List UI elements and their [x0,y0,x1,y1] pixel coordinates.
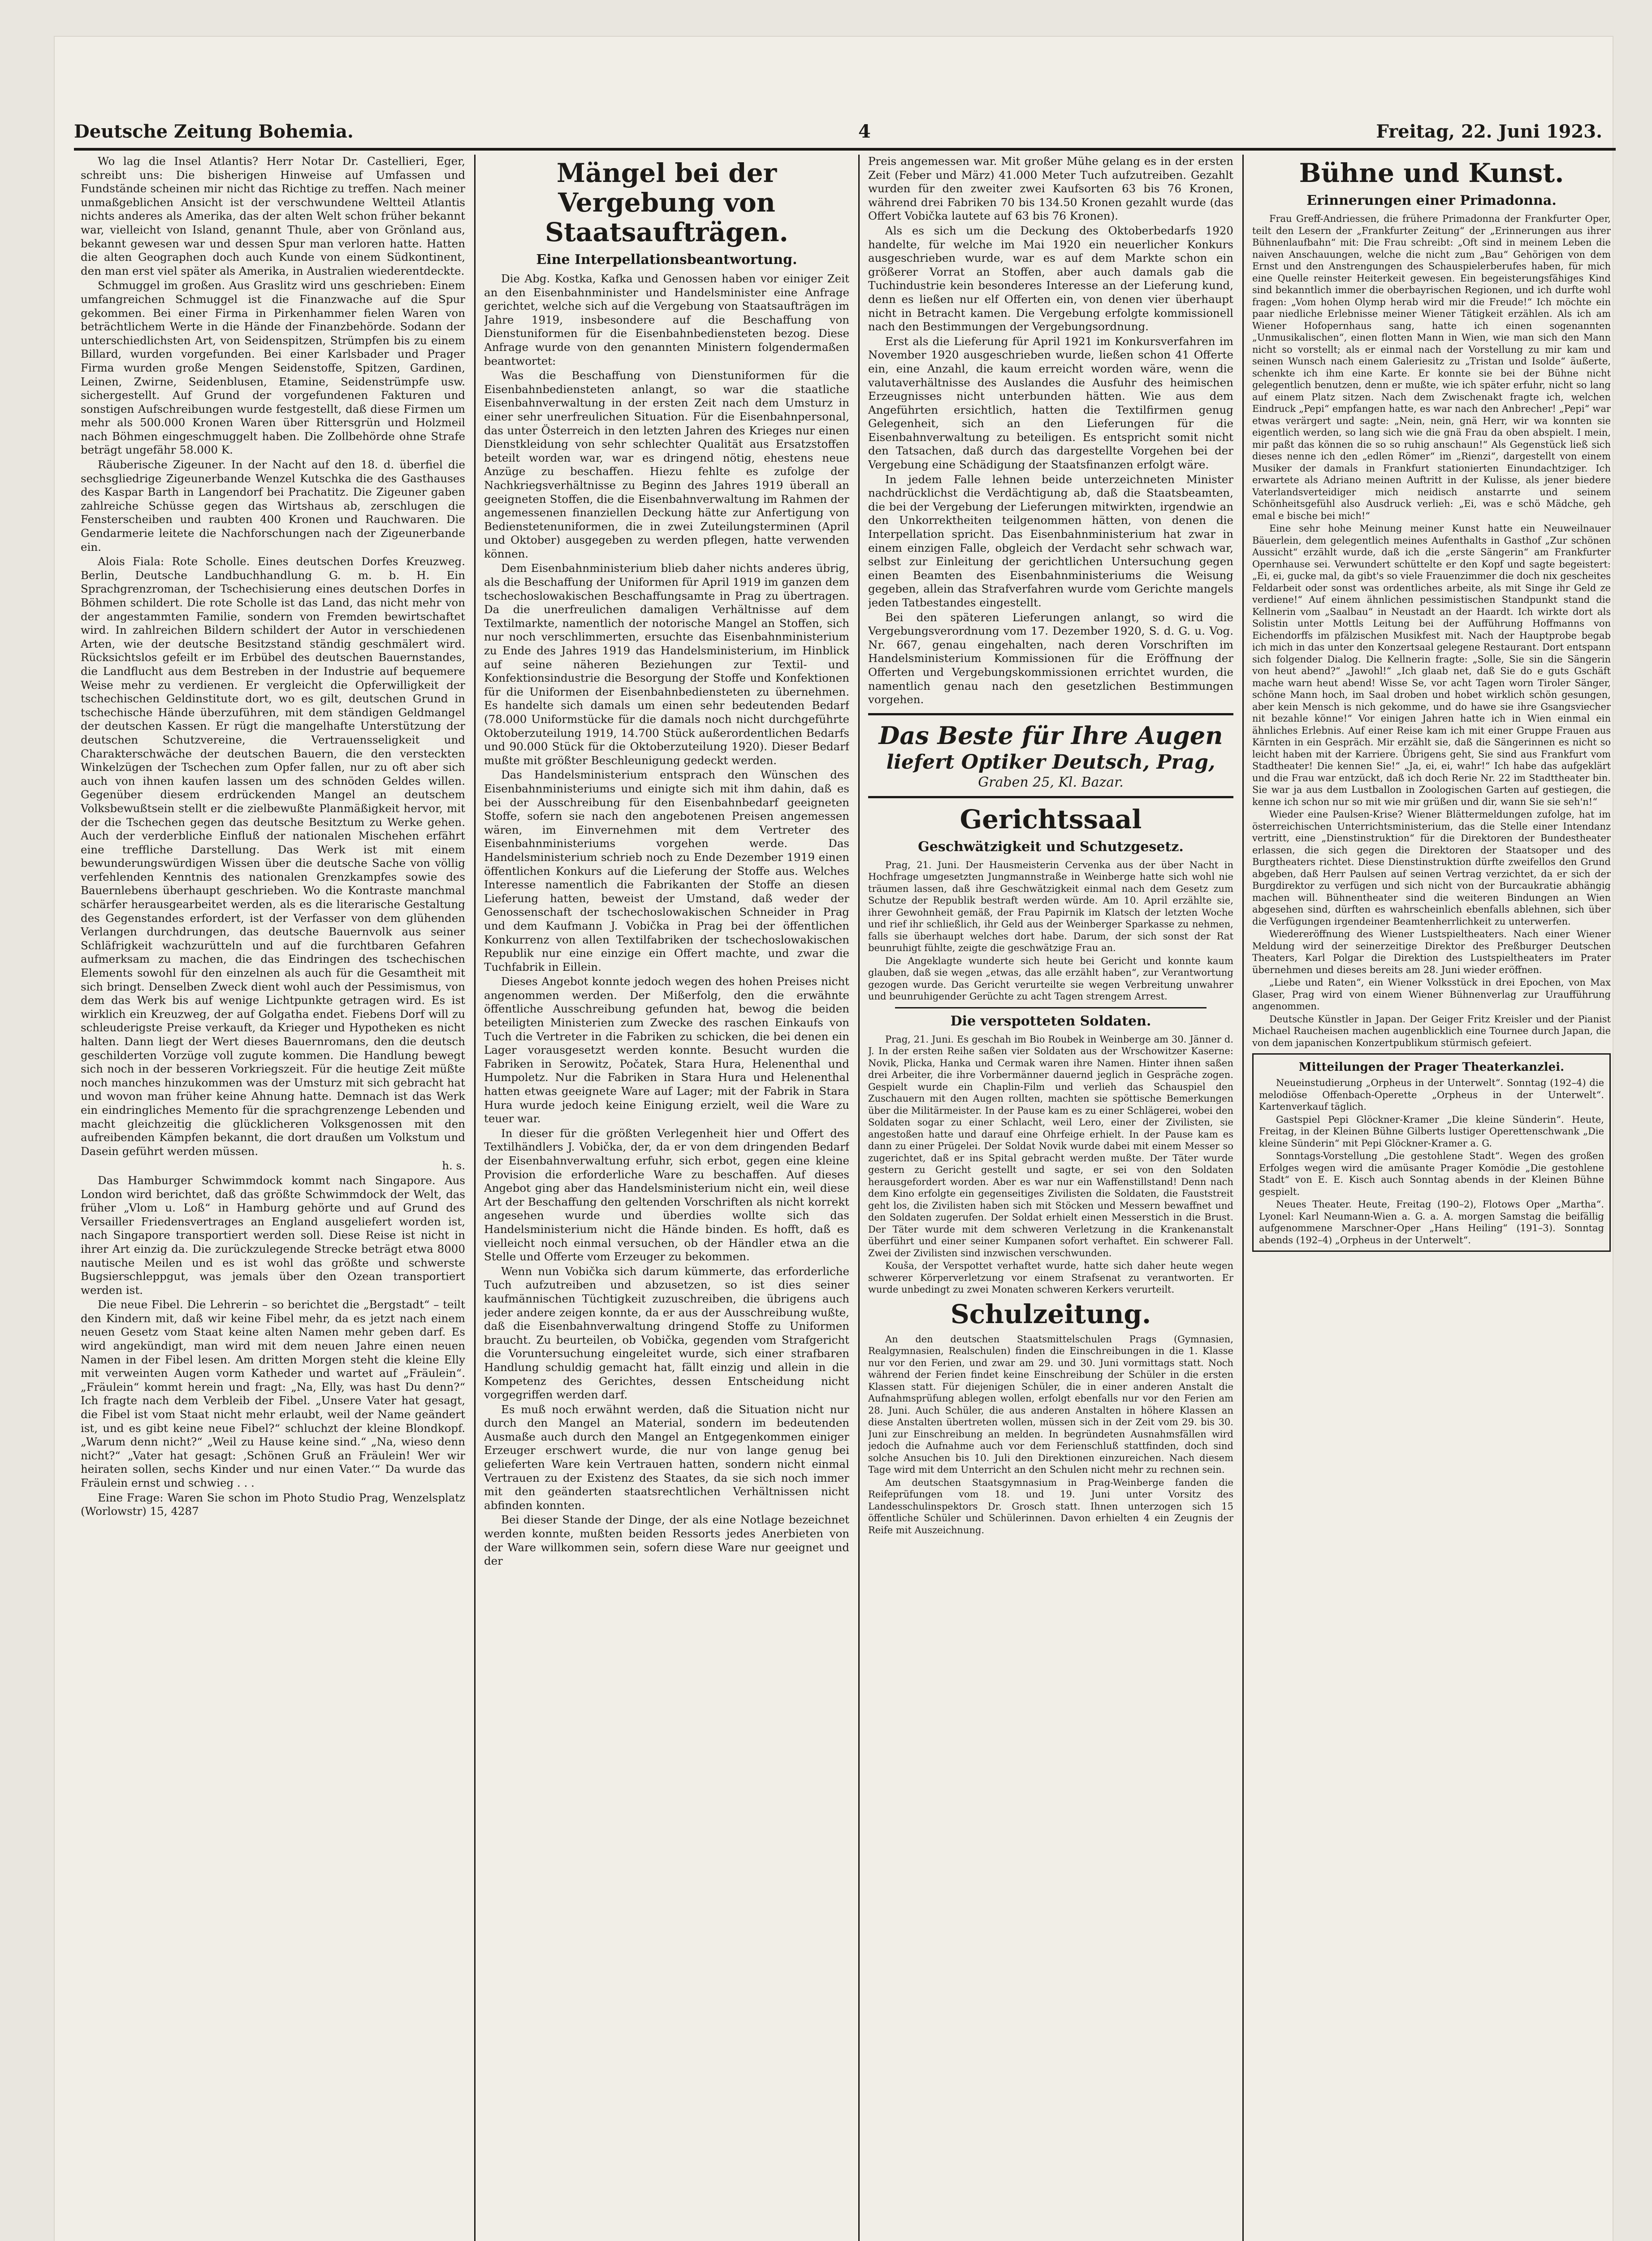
paragraph: Am deutschen Staatsgymnasium in Prag-Weinberge fanden die Reifeprüfungen vom 18. und 19. Juni unter Vorsitz des Landesschulinspektors Dr. Grosch statt. Ihnen unterzogen sich 15 öffentliche Schüler und Schülerinnen. Davon erhielten 4 ein Zeugnis der Reife mit Auszeichnung. [868,1477,1233,1536]
paragraph: Prag, 21. Juni. Der Hausmeisterin Cervenka aus der über Nacht in Hochfrage umgesetzten Jungmannstraße in Weinberge hatte sich wohl nie träumen lassen, daß ihre Geschwätzigkeit einmal nach dem Gesetz zum Schutze der Republik bestraft werden würde. Am 10. April erzählte sie, ihrer Gewohnheit gemäß, der Frau Papirnik im Klatsch der letzten Woche und rief ihr schließlich, ihr Geld aus der Weinberger Sparkasse zu nehmen, falls sie überhaupt welches dort habe. Darum, der sich sonst der Rat beunruhigt fühlte, zeigte die geschwätzige Frau an. [868,859,1233,954]
article-neue-fibel: Die neue Fibel. Die Lehrerin – so berichtet die „Bergstadt“ – teilt den Kindern mit, daß wir keine Fibel mehr, da es jetzt nach einem neuen Gesetz vom Staat keine alten Namen mehr geben darf. Es wird angekündigt, man wird mit dem neuen Jahre einen neuen Namen in der Fibel lesen. Am dritten Morgen steht die kleine Elly mit verweinten Augen vorm Katheder und wartet auf „Fräulein“. „Fräulein“ kommt herein und fragt: „Na, Elly, was hast Du denn?“ Ich fragte nach dem Verbleib der Fibel. „Unsere Vater hat gesagt, die Fibel ist vom Staat nicht mehr erlaubt, weil der Name geändert ist, und es gibt keine neue Fibel?“ schluchzt der kleine Blondkopf. „Warum denn nicht?“ „Weil zu Hause keine sind.“ „Na, wieso denn nicht?“ „Vater hat gesagt: ‚Schönen Gruß an Fräulein! Wer wir heiraten sollen, sechs Kinder und nur einen Vater.‘“ Da wurde das Fräulein ernst und schwieg . . . [81,1298,465,1489]
paragraph: Eine sehr hohe Meinung meiner Kunst hatte ein Neuweilnauer Bäuerlein, dem gelegentlich meines Aufenthalts in Gasthof „Zur schönen Aussicht“ erzählt wurde, daß ich die „erste Sängerin“ am Frankfurter Opernhause sei. Verwundert schüttelte er den Kopf und sagte begeistert: „Ei, ei, gucke mal, da gibt's so viele Frauenzimmer die doch nix gescheites Feldarbeit oder sonst was ordentliches arbeite, als mit Singe ihr Geld ze verdiene!“ Auf einem ähnlichen pessimistischen Standpunkt stand die Kellnerin vom „Saalbau“ in Neustadt an der Haardt. Ich wirkte dort als Solistin unter Mottls Leitung bei der Aufführung Hoffmanns von Eichendorffs im pfälzischen Musikfest mit. Nach der Hauptprobe begab ich mich in das unter den Konzertsaal gelegene Restaurant. Dort entspann sich folgender Dialog. Die Kellnerin fragte: „Solle, Sie sin die Sängerin von heut abend?“ „Jawohl!“ „Ich glaab net, daß Sie do e guts Gschäft mache warn heut abend! Wisse Se, vor acht Tagen worn Tiroler Sänger, schöne Mann hoch, im Saal droben und hobet wirklich schön gesungen, aber kein Mensch is nich gekomme, und do hawe sie ihre Gsangsviecher nit bezahle könne!“ Vor einigen Jahren hatte ich in Wien einmal ein ähnliches Erlebnis. Auf einer Reise kam ich mit einer Gruppe Frauen aus Kärnten in ein Gespräch. Mir erzählt sie, daß die Sängerinnen es nicht so leicht haben mit der Karriere. Übrigens geht, Sie sind aus Frankfurt vom Stadtheater! Die kennen Sie!“ „Ja, ei, ei, wahr!“ Ich habe das aufgeklärt und die Frau war entzückt, daß ich doch Rerie Nr. 22 im Stadttheater bin. Sie war ja aus dem Lustballon in Zoologischen Garten auf gestiegen, die kenne ich schon nur so mit wie mir grüßen und dir, wann Sie sie seh'n!“ [1252,523,1611,807]
article-schmuggel: Schmuggel im großen. Aus Graslitz wird uns geschrieben: Einem umfangreichen Schmuggel ist die Finanzwache auf die Spur gekommen. Bei einer Firma in Pirkenhammer fielen Waren von beträchtlichem Werte in die Hände der Finanzbehörde. Sodann der unterschiedlichsten Art, von Seidenspitzen, Strümpfen bis zu einem Billard, wurden vorgefunden. Bei einer Karlsbader und Prager Firma wurden große Mengen Seidenstoffe, Spitzen, Gardinen, Leinen, Zwirne, Seidenblusen, Etamine, Seidenstrümpfe usw. sichergestellt. Auf Grund der vorgefundenen Fakturen und sonstigen Aufschreibungen wurde festgestellt, daß diese Firmen um mehr als 500.000 Kronen Waren über Rittersgrün und Holzmeil nach Böhmen eingeschmuggelt haben. Die Zollbehörde ohne Strafe beträgt ungefähr 58.000 K. [81,279,465,457]
headline-maengel: Mängel bei der Vergebung von Staatsaufträgen. [545,158,788,247]
section-buehne-und-kunst: Bühne und Kunst. [1299,158,1564,188]
article-schwimmdock: Das Hamburger Schwimmdock kommt nach Singapore. Aus London wird berichtet, daß das größte Schwimmdock der Welt, das früher „Vlom u. Loß“ in Hamburg gehörte und auf Grund des Versailler Friedensvertrages an England ausgeliefert worden ist, nach Singapore transportiert werden soll. Diese Reise ist nicht in ihrer Art einzig da. Die zurückzulegende Strecke beträgt etwa 8000 nautische Meilen und es ist wohl das größte und schwerste Bugsierschleppgut, was jemals über den Ozean transportiert werden ist. [81,1173,465,1297]
paragraph: Neueinstudierung „Orpheus in der Unterwelt“. Sonntag (192–4) die melodiöse Offenbach-Operette „Orpheus in der Unterwelt“. Kartenverkauf täglich. [1259,1077,1604,1112]
paragraph: Bei dieser Stande der Dinge, der als eine Notlage bezeichnet werden konnte, mußten beiden Ressorts jedes Anerbieten von der Ware willkommen sein, sofern diese Ware nur geeignet und der [484,1513,849,1568]
column-3 [868,155,1233,2241]
column-rule [474,155,476,2241]
article-zigeuner: Räuberische Zigeuner. In der Nacht auf den 18. d. überfiel die sechsgliedrige Zigeunerbande Wenzel Kutschka die des Gasthauses des Kaspar Barth in Langendorf bei Prachatitz. Die Zigeuner gaben zahlreiche Schüsse gegen das Wirtshaus ab, zerschlugen die Fensterscheiben und raubten 400 Kronen und Rauchwaren. Die Gendarmerie leitete die Nachforschungen nach der Zigeunerbande ein. [81,458,465,554]
paragraph: Dieses Angebot konnte jedoch wegen des hohen Preises nicht angenommen werden. Der Mißerfolg, den die erwähnte öffentliche Ausschreibung gefunden hat, bewog die beiden beteiligten Ministerien zum Zwecke des raschen Einkaufs von Tuch die Vertreter in die Fabriken zu schicken, die bei denen ein Lager vorausgesetzt werden konnte. Besucht wurden die Fabriken in Serowitz, Počatek, Stara Hura, Helenenthal und Humpoletz. Nur die Fabriken in Stara Hura und Helenenthal hatten etwas geeignete Ware auf Lager; mit der Fabrik in Stara Hura wurde jedoch keine Einigung erzielt, weil die Ware zu teuer war. [484,975,849,1125]
paragraph: Neues Theater. Heute, Freitag (190–2), Flotows Oper „Martha“. Lyonel: Karl Neumann-Wien a. G. a. A. morgen Samstag die beifällig aufgenommene Marschner-Oper „Hans Heiling“ (191–3). Sonntag abends (192–4) „Orpheus in der Unterwelt“. [1259,1199,1604,1246]
column-4 [1252,155,1611,2241]
article-atlantis: Wo lag die Insel Atlantis? Herr Notar Dr. Castellieri, Eger, schreibt uns: Die bisherigen Hinweise auf Umfassen und Fundstände scheinen mir nicht das Richtige zu treffen. Nach meiner unmaßgeblichen Ansicht ist der verschwundene Weltteil Atlantis nichts anderes als Amerika, das der alten Welt schon früher bekannt war, vielleicht von Island, genannt Thule, aber von Grönland aus, bekannt gewesen war und dessen Spur man verloren hatte. Hatten die alten Geographen doch auch Kunde von einem Südkontinent, den man erst viel später als Amerika, in Australien wiederentdeckte. [81,155,465,277]
ad-headline: Das Beste für Ihre Augen [878,721,1223,750]
divider [895,1007,1207,1008]
paragraph: Wenn nun Vobička sich darum kümmerte, das erforderliche Tuch aufzutreiben und abzusetzen, so ist dies seiner kaufmännischen Tüchtigkeit zuzuschreiben, die übrigens auch jeder andere zeigen konnte, da er aus der Ausschreibung wußte, daß die Eisenbahnverwaltung dringend Stoffe zu Uniformen braucht. Zu beurteilen, ob Vobička, gegenden vom Strafgericht die Voruntersuchung eingeleitet wurde, sich einer strafbaren Handlung schuldig gemacht hat, fällt einzig und allein in die Kompetenz des Gerichtes, dessen Entscheidung nicht vorgegriffen werden darf. [484,1264,849,1402]
paragraph: Prag, 21. Juni. Es geschah im Bio Roubek in Weinberge am 30. Jänner d. J. In der ersten Reihe saßen vier Soldaten aus der Wrschowitzer Kaserne: Novik, Plicka, Hanka und Cermak waren ihre Namen. Hinter ihnen saßen drei Arbeiter, die ihre Vorbermänner dauernd jeglich in Gespräche zogen. Gespielt wurde ein Chaplin-Film und verlieh das Schauspiel den Zuschauern mit den Augen rollten, machten sie spöttische Bemerkungen über die Militärmeister. In der Pause kam es zu einer Schlägerei, wobei den Soldaten sogar zu einer Schlacht, weil Lero, einer der Zivilisten, sie angestoßen hatte und darauf eine Ohrfeige erhielt. In der Pause kam es dann zu einer Prügelei. Der Soldat Novik wurde dabei mit einem Messer so zugerichtet, daß er ins Spital gebracht werden mußte. Der Täter wurde gestern zu Gericht gestellt und sagte, er sei von den Soldaten herausgefordert worden. Aber es war nur ein Waffenstillstand! Denn nach dem Kino erfolgte ein gegenseitiges Zivilisten die Soldaten, die Fauststreit geht los, die Zivilisten haben sich mit Stöcken und Messern bewaffnet und den Soldaten zugerufen. Der Soldat erhielt einen Messerstich in die Brust. Der Täter wurde mit dem schweren Verletzung in die Krankenanstalt überführt und einer seiner Kumpanen sofort verhaftet. Ein schwerer Fall. Zwei der Zivilisten sind inzwischen verschwunden. [868,1034,1233,1259]
paragraph: Als es sich um die Deckung des Oktoberbedarfs 1920 handelte, für welche im Mai 1920 ein neuerlicher Konkurs ausgeschrieben wurde, war es auf dem Markte schon ein größerer Vorrat an Stoffen, aber auch damals gab die Tuchindustrie kein besonderes Interesse an der Lieferung kund, denn es ließen nur elf Offerten ein, von denen vier überhaupt nicht in Betracht kamen. Die Vergebung erfolgte kommissionell nach den Bestimmungen der Vergebungsordnung. [868,224,1233,333]
section-gerichtssaal: Gerichtssaal [960,804,1142,835]
ad-company: liefert Optiker Deutsch, Prag, [886,750,1215,774]
paragraph: Wiedereröffnung des Wiener Lustspieltheaters. Nach einer Wiener Meldung wird der seinerzeitige Direktor des Preßburger Deutschen Theaters, Karl Polgar die Direktion des Lustspieltheaters im Prater übernehmen und dieses bereits am 28. Juni wieder eröffnen. [1252,929,1611,975]
paragraph: Sonntags-Vorstellung „Die gestohlene Stadt“. Wegen des großen Erfolges wegen wird die amüsante Prager Komödie „Die gestohlene Stadt“ von E. E. Kisch auch Sonntag abends in der Kleinen Bühne gespielt. [1259,1151,1604,1197]
paragraph: „Liebe und Raten“, ein Wiener Volksstück in drei Epochen, von Max Glaser, Prag wird von einem Wiener Bühnenverlag zur Uraufführung angenommen. [1252,977,1611,1012]
subheadline-interpellation: Eine Interpellationsbeantwortung. [536,252,797,268]
paragraph: Bei den späteren Lieferungen anlangt, so wird die Vergebungsverordnung vom 17. Dezember 1920, S. d. G. u. Vog. Nr. 667, genau eingehalten, nach deren Vorschriften im Handelsministerium Kommissionen für die Eröffnung der Offerten und Vergebungskommissionen errichtet wurden, die namentlich genau nach den gesetzlichen Bestimmungen vorgehen. [868,610,1233,706]
paragraph: Deutsche Künstler in Japan. Der Geiger Fritz Kreisler und der Pianist Michael Raucheisen machen augenblicklich eine Tournee durch Japan, die von dem japanischen Konzertpublikum stürmisch gefeiert. [1252,1013,1611,1048]
column-rule [858,155,860,2241]
section-schulzeitung: Schulzeitung. [950,1298,1151,1329]
paragraph: An den deutschen Staatsmittelschulen Prags (Gymnasien, Realgymnasien, Realschulen) finden die Einschreibungen in die 1. Klasse nur vor den Ferien, und zwar am 29. und 30. Juni vormittags statt. Noch während der Ferien findet keine Einschreibung der Schüler in die ersten Klassen statt. Für diejenigen Schüler, die in einer anderen Anstalt die Aufnahmsprüfung ablegen wollen, erfolgt ebenfalls nur vor den Ferien am 28. Juni. Auch Schüler, die aus anderen Anstalten in höhere Klassen an diese Anstalten übertreten wollen, müssen sich in der Zeit vom 29. bis 30. Juni zur Einschreibung an melden. In begründeten Ausnahmsfällen wird jedoch die Aufnahme auch vor dem Ferienschluß stattfinden, doch sind solche Ansuchen bis 10. Juli den Direktionen einzureichen. Nach diesem Tage wird mit dem Unterricht an den Schulen nicht mehr zu rechnen sein. [868,1333,1233,1475]
paragraph: Die Abg. Kostka, Kafka und Genossen haben vor einiger Zeit an den Eisenbahnminister und Handelsminister eine Anfrage gerichtet, welche sich auf die Vergebung von Staatsaufträgen im Jahre 1919, insbesondere auf die Beschaffung von Dienstuniformen für die Eisenbahnbediensteten bezog. Diese Anfrage wurde von den genannten Ministern folgendermaßen beantwortet: [484,272,849,368]
column-2 [484,155,849,2241]
paragraph: Das Handelsministerium entsprach den Wünschen des Eisenbahnministeriums und einigte sich mit ihm dahin, daß es bei der Ausschreibung für den Eisenbahnbedarf geeigneten Stoffe, sofern sie nach den angebotenen Preisen angemessen wären, im Einvernehmen mit dem Vertreter des Eisenbahnministeriums vorgehen werde. Das Handelsministerium schrieb noch zu Ende Dezember 1919 einen öffentlichen Konkurs auf die Lieferung der Stoffe aus. Welches Interesse namentlich die Fabrikanten der Stoffe an diesen Lieferung hatten, beweist der Umstand, daß weder der Genossenschaft der tschechoslowakischen Schneider in Prag und dem Kaufmann J. Vobička in Prag bei der öffentlichen Konkurrenz von allen Textilfabriken der tschechoslowakischen Republik nur eine einzige ein Offert machte, und zwar die Tuchfabrik in Eillein. [484,768,849,973]
ad-photo-studio: Eine Frage: Waren Sie schon im Photo Studio Prag, Wenzelsplatz (Worlowstr) 15, 4287 [81,1491,465,1518]
ad-optiker-deutsch [868,713,1233,798]
theater-notices-box [1252,1053,1611,1252]
column-1 [81,155,465,2241]
column-rule [1242,155,1244,2241]
paragraph: Was die Beschaffung von Dienstuniformen für die Eisenbahnbediensteten anlangt, so war die staatliche Eisenbahnverwaltung in der ersten Zeit nach dem Umsturz in einer sehr unerfreulichen Situation. Für die Eisenbahnpersonal, das unter Österreich in den letzten Jahren des Krieges nur einen Dienstkleidung von sehr schlechter Qualität aus Ersatzstoffen beteilt worden war, war es dringend nötig, ehestens neue Anzüge zu beschaffen. Hiezu fehlte es zufolge der Nachkriegsverhältnisse zu Beginn des Jahres 1919 überall an geeigneten Stoffen, die die Eisenbahnverwaltung im Rahmen der angemessenen finanziellen Deckung hätte zur Anfertigung von Bedienstetenuniformen, die in zwei Zuteilungsterminen (April und Oktober) ausgegeben zu werden pflegen, hatte verwenden können. [484,369,849,560]
paragraph: Kouša, der Verspottet verhaftet wurde, hatte sich daher heute wegen schwerer Körperverletzung vor einem Strafsenat zu verantworten. Er wurde unbedingt zu zwei Monaten schweren Kerkers verurteilt. [868,1260,1233,1295]
paragraph: Die Angeklagte wunderte sich heute bei Gericht und konnte kaum glauben, daß sie wegen „etwas, das alle erzählt haben“, zur Verantwortung gezogen wurde. Das Gericht verurteilte sie wegen Verbreitung unwahrer und beunruhigender Gerüchte zu acht Tagen strengem Arrest. [868,955,1233,1002]
subheadline-primadonna: Erinnerungen einer Primadonna. [1306,193,1557,208]
subheadline-verspottete-soldaten: Die verspotteten Soldaten. [950,1013,1151,1029]
paragraph: Frau Greff-Andriessen, die frühere Primadonna der Frankfurter Oper, teilt den Lesern der „Frankfurter Zeitung“ der „Erinnerungen aus ihrer Bühnenlaufbahn“ mit: Die Frau schreibt: „Oft sind in meinem Leben die naiven Anschauungen, welche die nicht zum „Bau“ Gehörigen von dem Ernst und den Anstrengungen des Schauspielerberufes haben, für mich eine Quelle reinster Heiterkeit gewesen. Ein begeisterungsfähiges Kind sind bekanntlich immer die oberbayrischen Regionen, und ich durfte wohl fragen: „Vom hohen Olymp herab wird mir die Freude!“ Ich möchte ein paar niedliche Erlebnisse meiner Wiener Tätigkeit erzählen. Als ich am Wiener Hofopernhaus sang, hatte ich einen sogenannten „Unmusikalischen“, einen flotten Mann in Wien, wie man sich den Mann nicht so vorstellt; als er einmal nach der Vorstellung zu mir kam und seinen Wunsch nach einem Galeriesitz zu „Tristan und Isolde“ äußerte, schenkte ich ihm eine Karte. Er konnte sie bei der Bühne nicht gelegentlich benutzen, denn er mußte, wie ich später erfuhr, nicht so lang auf einem Platz sitzen. Nach dem Zwischenakt fragte ich, welchen Eindruck „Pepi“ empfangen hatte, es war nach den Anbrecher! „Pepi“ war etwas verärgert und sagte: „Nein, nein, gnä Herr, wir wa konnten sie eigentlich werden, so lang sich wie die gnä Frau da oben abspielt. I mein, mir paßt das können die so so ruhig anschaun!“ Als Gegenstück ließ sich dieses nenne ich den „edlen Römer“ im „Rienzi“, dargestellt von einem Musiker der damals in Frankfurt stationierten Einundachtziger. Ich erwartete als Adriano meinen Auftritt in der Kulisse, als jener biedere Vaterlandsverteidiger mich neidisch anstarrte und seinem Schönheitsgefühl also Ausdruck verlieh: „Ei, was e schö Mädche, geh emal e bische bei mich!“ [1252,213,1611,521]
box-title: Mitteilungen der Prager Theaterkanzlei. [1298,1060,1565,1074]
paragraph: In dieser für die größten Verlegenheit hier und Offert des Textilhändlers J. Vobička, der, da er von dem dringenden Bedarf der Eisenbahnverwaltung erfuhr, sich erbot, gegen eine kleine Provision die erforderliche Ware zu beschaffen. Auf dieses Angebot ging aber das Handelsministerium nicht ein, weil diese Art der Beschaffung den geltenden Vorschriften als nicht korrekt angesehen wurde und überdies wollte sich das Handelsministerium nicht die Hände binden. Es hofft, daß es vielleicht noch einmal versuchen, ob der Händler etwa an die Stelle und Offerte vom Erzeuger zu bekommen. [484,1126,849,1263]
paragraph: Es muß noch erwähnt werden, daß die Situation nicht nur durch den Mangel an Material, sondern im bedeutenden Ausmaße auch durch den Mangel an Entgegenkommen einiger Erzeuger erschwert wurde, die nur von lange genug bei gelieferten Ware kein Vertrauen hatten, sondern nicht einmal Vertrauen zu der Existenz des Staates, da sie sich noch immer mit den geänderten staatsrechtlichen Verhältnissen nicht abfinden konnten. [484,1402,849,1512]
subheadline-geschwaetzigkeit: Geschwätzigkeit und Schutzgesetz. [918,839,1184,855]
paragraph: In jedem Falle lehnen beide unterzeichneten Minister nachdrücklichst die Verdächtigung ab, daß die Staatsbeamten, die bei der Vergebung der Lieferungen mitwirkten, irgendwie an den Unkorrektheiten teilgenommen hätten, von denen die Interpellation spricht. Das Eisenbahnministerium hat zwar in einem einzigen Falle, obgleich der Verdacht sehr schwach war, selbst zur Einleitung der gerichtlichen Untersuchung gegen einen Beamten des Eisenbahnministeriums die Weisung gegeben, allein das Strafverfahren wurde vom Gerichte mangels jeden Tatbestandes eingestellt. [868,472,1233,609]
masthead-page-number: 4 [858,121,871,142]
paragraph: Erst als die Lieferung für April 1921 im Konkursverfahren im November 1920 ausgeschrieben wurde, ließen schon 41 Offerte ein, eine Anzahl, die kaum erreicht worden wäre, wenn die valutaverhältnisse des Auslandes die Ausfuhr des heimischen Erzeugnisses nicht unterbunden hätten. Wie aus dem Angeführten ersichtlich, hatten die Textilfirmen genug Gelegenheit, sich an den Lieferungen für die Eisenbahnverwaltung zu beteiligen. Es entspricht somit nicht den Tatsachen, daß durch das dargestellte Vorgehen bei der Vergebung eine Schädigung der Staatsfinanzen erfolgt wäre. [868,334,1233,472]
article-rote-scholle: Alois Fiala: Rote Scholle. Eines deutschen Dorfes Kreuzweg. Berlin, Deutsche Landbuchhandlung G. m. b. H. Ein Sprachgrenzroman, der Tschechisierung eines deutschen Dorfes in Böhmen schildert. Die rote Scholle ist das Land, das nicht mehr von der angestammten Familie, sondern von Fremden bewirtschaftet wird. In zahlreichen Bildern schildert der Autor in verschiedenen Arten, wie der deutsche Besitzstand ständig geschmälert wird. Rücksichtslos gefeilt er im Erbübel des deutschen Bauernstandes, die Landflucht aus dem Bestreben in der Industrie auf bequemere Weise mehr zu verdienen. Er vergleicht die Opferwilligkeit der tschechischen Geldinstitute dort, wo es gilt, deutschen Grund in tschechische Hände überzuführen, mit dem ständigen Geldmangel der deutschen Kassen. Er rügt die mangelhafte Unterstützung der deutschen Schutzvereine, die Vertrauensseligkeit und Charakterschwäche der deutschen Bauern, die den versteckten Winkelzügen der Tschechen zum Opfer fallen, nur zu oft aber sich auch von ihnen kaufen lassen um des schnöden Geldes willen. Gegenüber diesem erdrückenden Mangel an deutschem Volksbewußtsein stellt er die zielbewußte Planmäßigkeit hervor, mit der die Tschechen gegen das deutsche Besitztum zu Werke gehen. Auch der verderbliche Einfluß der nationalen Mischehen erfährt eine treffliche Darstellung. Das Werk ist mit einem bewunderungswürdigen Wissen über die deutsche Sache von völlig verfehlenden Kenntnis des nationalen Grenzkampfes sowie des Bauernlebens überhaupt geschrieben. Wo die Kontraste manchmal schärfer herausgearbeitet werden, als es die literarische Gestaltung des Gegenstandes erfordert, ist der Verfasser von dem glühenden Verlangen durchdrungen, das deutsche Bauernvolk aus seiner Schläfrigkeit wachzurütteln und auf die furchtbaren Gefahren aufmerksam zu machen, die das Eindringen des tschechischen Elements sowohl für den einzelnen als auch für die Gesamtheit mit sich bringt. Denselben Zweck dient wohl auch der Pessimismus, von dem das Werk bis auf wenige Lichtpunkte getragen wird. Es ist wirklich ein Kreuzweg, der auf Golgatha endet. Fiebens Dorf will zu schleuderigste Preise verkauft, da Krieger und Hypotheken es nicht halten. Dann liegt der Wert dieses Bauernromans, den die deutsch geschilderten Vorzüge voll zugute kommen. Die Handlung bewegt sich noch in der besseren Vorkriegszeit. Für die heutige Zeit müßte noch manches hinzukommen was der Umsturz mit sich gebracht hat und wovon man früher keine Ahnung hatte. Demnach ist das Werk ein eindringliches Memento für die sprachgrenzenge Lebenden und macht gleichzeitig die glücklicheren Volksgenossen mit den aufreibenden Kämpfen bekannt, die dort draußen um Volkstum und Dasein geführt werden müssen. [81,555,465,1158]
masthead-paper-name: Deutsche Zeitung Bohemia. [74,121,354,142]
article-signature: h. s. [442,1159,465,1172]
masthead-rule [74,148,1616,151]
ad-address: Graben 25, Kl. Bazar. [978,774,1124,790]
paragraph: Wieder eine Paulsen-Krise? Wiener Blättermeldungen zufolge, hat im österreichischen Unterrichtsministerium, das die Stelle einer Intendanz vertritt, eine „Dienstinstruktion“ für die Direktoren der Bundestheater erlassen, die sich gegen die Direktoren der Staatsoper und des Burgtheaters richtet. Diese Dienstinstruktion dürfte zweifellos den Grund abgeben, daß Herr Paulsen auf seinen Vertrag verzichtet, da er sich der Burgdirektor zu verfügen und sich nicht von der Burcaukratie abhängig machen will. Bühnentheater sind die weiteren Bindungen an Wien abgesehen sind, dürften es wahrscheinlich ebenfalls ablehnen, sich über die Verfügungen irgendeiner Beamtenherrlichkeit zu unterwerfen. [1252,809,1611,927]
paragraph: Gastspiel Pepi Glöckner-Kramer „Die kleine Sünderin“. Heute, Freitag, in der Kleinen Bühne Gilberts lustiger Operettenschwank „Die kleine Sünderin“ mit Pepi Glöckner-Kramer a. G. [1259,1114,1604,1149]
masthead-date: Freitag, 22. Juni 1923. [1376,121,1602,142]
paragraph: Dem Eisenbahnministerium blieb daher nichts anderes übrig, als die Beschaffung der Uniformen für April 1919 im ganzen dem tschechoslowakischen Beschaffungsamte in Prag zu übertragen. Da die unerfreulichen damaligen Verhältnisse auf dem Textilmarkte, namentlich der notorische Mangel an Stoffen, sich nur noch verschlimmerten, ersuchte das Eisenbahnministerium zu Ende des Jahres 1919 das Handelsministerium, im Hinblick auf seine näheren Beziehungen zur Textil- und Konfektionsindustrie die Besorgung der Stoffe und Konfektionen für die Uniformen der Eisenbahnbediensteten zu übernehmen. Es handelte sich damals um einen sehr bedeutenden Bedarf (78.000 Uniformstücke für die damals noch nicht durchgeführte Oktoberzuteilung 1919, 14.700 Stück außerordentlichen Bedarfs und 90.000 Stück für die Oktoberzuteilung 1920). Dieser Bedarf mußte mit größter Beschleunigung gedeckt werden. [484,562,849,767]
paragraph: Preis angemessen war. Mit großer Mühe gelang es in der ersten Zeit (Feber und März) 41.000 Meter Tuch aufzutreiben. Gezahlt wurden für den zweiter zwei Kaufsorten 63 bis 76 Kronen, während drei Fabriken 70 bis 134.50 Kronen gezahlt wurde (das Offert Vobička lautete auf 63 bis 76 Kronen). [868,155,1233,223]
